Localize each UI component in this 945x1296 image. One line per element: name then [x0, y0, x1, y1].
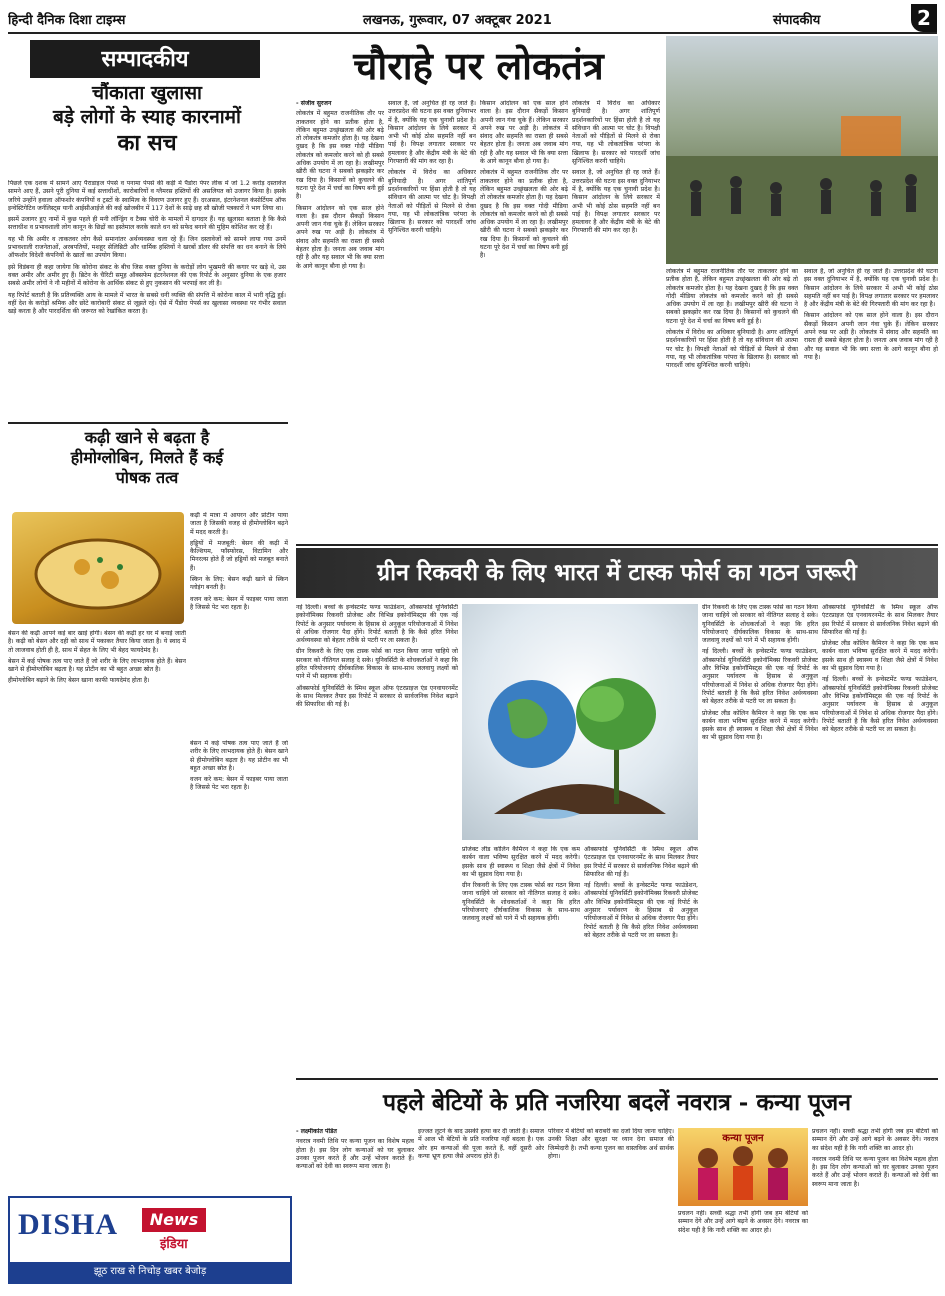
lead-paragraph: सवाल है, जो अनुचित ही रह जाते हैं। उत्तरप्रदेश की घटना इस वक्त दुनियाभर में है, क्योंकि यह एक चुनावी प्रदेश है। किसान आंदोलन के लिये सरकार में अभी भी कोई ठोस सहमति नहीं बन पाई है। विपक्ष लगातार सरकार पर हमलावर है और केंद्रीय मंत्री के बेटे की गिरफ्तारी की मांग कर रहा है। [388, 100, 476, 166]
navratri-paragraph: नवरात्र नवमी तिथि पर कन्या पूजन का विशेष महत्व होता है। इस दिन लोग कन्याओं को घर बुलाकर उनका पूजन करते हैं और उन्हें भोजन कराते हैं। कन्याओं को देवी का स्वरूप माना जाता है। [812, 1155, 938, 1188]
navratri-paragraph: इज्जत लूटने के बाद उसकी हत्या कर दी जाती है। समाज में आज भी बेटियों के प्रति नजरिया नहीं बदला है। एक ओर हम कन्याओं की पूजा करते हैं, वहीं दूसरी ओर कन्या भ्रूण हत्या जैसे अपराध होते हैं। [418, 1128, 544, 1160]
task-force-paragraph: प्रोजेक्ट लीड कोलिन कैमिरन ने कहा कि एक कम कार्बन वाला भविष्य सुरक्षित करने में मदद करेगी। इसके साथ ही स्वास्थ्य व शिक्षा जैसे क्षेत्रों में निवेश का भी सुझाव दिया गया है। [702, 709, 818, 742]
health-paragraph: बेसन की कढ़ी आपने कई बार खाई होगी। बेसन की कढ़ी हर घर में बनाई जाती है। कढ़ी को बेसन और दही को साथ में पकाकर तैयार किया जाता है। ये स्वाद में तो लाजवाब होती ही है, साथ में सेहत के लिए भी बेहद फायदेमंद है। [8, 630, 186, 654]
lead-column-4 [572, 100, 660, 540]
task-force-column-4 [702, 604, 818, 1074]
ad-brand-name: DISHA [18, 1208, 119, 1241]
task-force-column-1 [296, 604, 458, 1074]
kadhi-photo [12, 512, 184, 624]
kadhi-bowl-illustration [12, 512, 184, 624]
task-force-paragraph: नई दिल्ली। बच्चों के इन्वेस्टमेंट फण्ड फाउंडेशन, ऑक्सफोर्ड यूनिवर्सिटी इकोनॉमिक्स रिकवरी प्रोजेक्ट और विभिन्न इकोनॉमिस्ट्स की एक नई रिपोर्ट के अनुसार पर्यावरण के हिसाब से अनुकूल परियोजनाओं में निवेश से अधिक रोजगार पैदा होंगे। रिपोर्ट बताती है कि कैसे हरित निवेश अर्थव्यवस्था को बेहतर तरीके से पटरी पर ला सकता है। [822, 676, 938, 734]
navratri-column-2 [418, 1128, 544, 1288]
editorial-paragraph: इसे विडंबना ही कहा जायेगा कि कोरोना संकट के बीच जिस वक्त दुनिया के करोड़ों लोग भुखमरी की कगार पर खड़े थे, उस वक्त अमीर और अमीर हुए हैं। ब्रिटेन के चैरिटी समूह ऑक्सफेम इंटरनेशनल की एक रिपोर्ट के अनुसार दुनिया के एक हजार सबसे अमीर लोगों ने नौ महीनों में कोरोना के आर्थिक संकट से हुए नुकसान की भरपाई कर ली है। [8, 263, 286, 288]
lead-byline: - संजीव सुरजन [296, 100, 332, 107]
health-paragraph: वजन करे कम: बेसन में फाइबर पाया जाता है जिससे पेट भरा रहता है। [190, 776, 288, 792]
editorial-headline-line-3: का सच [117, 129, 177, 156]
column-divider [8, 422, 288, 424]
editorial-headline-line-1: चौंकाता खुलासा [92, 82, 202, 104]
lead-column-3 [480, 100, 568, 540]
protest-photo [666, 36, 938, 264]
kanya-pujan-photo [678, 1128, 808, 1206]
crowd-illustration [666, 36, 938, 264]
navratri-paragraph: नवरात्र नवमी तिथि पर कन्या पूजन का विशेष महत्व होता है। इस दिन लोग कन्याओं को घर बुलाकर उनका पूजन करते हैं और उन्हें भोजन कराते हैं। कन्याओं को देवी का स्वरूप माना जाता है। [296, 1138, 414, 1171]
lead-paragraph: लोकतंत्र में बहुमत राजनीतिक तौर पर ताकतवर होने का प्रतीक होता है, लेकिन बहुमत उच्छृंखलता की ओर बढ़े तो लोकतंत्र कमजोर होता है। यह देखना दुखद है कि इस वक्त गोदी मीडिया लोकतंत्र को कमजोर करने को ही सबसे अधिक उपयोग में ला रहा है। लखीमपुर खीरी की घटना ने सबको झकझोर कर रख दिया है। किसानों को कुचलने की घटना पूरे देश में चर्चा का विषय बनी हुई है। [666, 268, 798, 325]
health-paragraph: कढ़ी में मात्रा में आयरन और प्रोटीन पाया जाता है जिसकी वजह से हीमोग्लोबिन बढ़ने में मदद करती है। [190, 512, 288, 536]
task-force-paragraph: नई दिल्ली। बच्चों के इन्वेस्टमेंट फण्ड फाउंडेशन, ऑक्सफोर्ड यूनिवर्सिटी इकोनॉमिक्स रिकवरी प्रोजेक्ट और विभिन्न इकोनॉमिस्ट्स की एक नई रिपोर्ट के अनुसार पर्यावरण के हिसाब से अनुकूल परियोजनाओं में निवेश से अधिक रोजगार पैदा होंगे। रिपोर्ट बताती है कि कैसे हरित निवेश अर्थव्यवस्था को बेहतर तरीके से पटरी पर ला सकता है। [584, 882, 698, 939]
task-force-paragraph: ग्रीन रिकवरी के लिए एक टास्क फोर्स का गठन किया जाना चाहिये जो सरकार को नीतिगत सलाह दे सके। यूनिवर्सिटी के शोधकर्ताओं ने कहा कि हरित परियोजनाएं दीर्घकालिक विकास के साथ-साथ जलवायु लक्ष्यों को पाने में भी सहायक होंगी। [702, 604, 818, 645]
lead-paragraph: सवाल है, जो अनुचित ही रह जाते हैं। उत्तरप्रदेश की घटना इस वक्त दुनियाभर में है, क्योंकि यह एक चुनावी प्रदेश है। किसान आंदोलन के लिये सरकार में अभी भी कोई ठोस सहमति नहीं बन पाई है। विपक्ष लगातार सरकार पर हमलावर है और केंद्रीय मंत्री के बेटे की गिरफ्तारी की मांग कर रहा है। [804, 268, 938, 309]
page-number: 2 [911, 4, 937, 32]
editorial-paragraph: इसमें उजागर हुए नामों में कुछ पहले ही मनी लॉन्ड्रिंग व टैक्स चोरी के मामलों में दागदार हैं। यह खुलासा बताता है कि कैसे सत्ताधीश व प्रभावशाली लोग कानून के छिद्रों का इस्तेमाल करके काले धन को सफेद बनाने की मुहिम कोशिश कर रहे हैं। [8, 216, 286, 232]
task-force-paragraph: नई दिल्ली। बच्चों के इन्वेस्टमेंट फण्ड फाउंडेशन, ऑक्सफोर्ड यूनिवर्सिटी इकोनॉमिक्स रिकवरी प्रोजेक्ट और विभिन्न इकोनॉमिस्ट्स की एक नई रिपोर्ट के अनुसार पर्यावरण के हिसाब से अनुकूल परियोजनाओं में निवेश से अधिक रोजगार पैदा होंगे। रिपोर्ट बताती है कि कैसे हरित निवेश अर्थव्यवस्था को बेहतर तरीके से पटरी पर ला सकता है। [296, 604, 458, 645]
dateline: लखनऊ, गुरूवार, 07 अक्टूबर 2021 [363, 13, 552, 28]
health-body-continued [190, 740, 288, 1190]
health-headline-line-2: हीमोग्लोबिन, मिलते हैं कई [70, 448, 224, 467]
disha-news-ad [8, 1196, 292, 1284]
lead-paragraph: सवाल है, जो अनुचित ही रह जाते हैं। उत्तरप्रदेश की घटना इस वक्त दुनियाभर में है, क्योंकि यह एक चुनावी प्रदेश है। किसान आंदोलन के लिये सरकार में अभी भी कोई ठोस सहमति नहीं बन पाई है। विपक्ष लगातार सरकार पर हमलावर है और केंद्रीय मंत्री के बेटे की गिरफ्तारी की मांग कर रहा है। [572, 169, 660, 235]
lead-column-6 [804, 268, 938, 540]
task-force-column-2 [462, 846, 580, 1074]
lead-column-2 [388, 100, 476, 540]
health-headline-line-3: पोषक तत्व [115, 468, 179, 487]
ad-tagline: झूठ राख से निचोड़ खबर बेजोड़ [10, 1262, 290, 1282]
lead-paragraph: लोकतंत्र में विरोध का अधिकार बुनियादी है। अगर शांतिपूर्ण प्रदर्शनकारियों पर हिंसा होती है तो यह संविधान की आत्मा पर चोट है। विपक्षी नेताओं को पीड़ितों से मिलने से रोका गया, यह भी लोकतांत्रिक परंपरा के खिलाफ है। सरकार को पारदर्शी जांच सुनिश्चित करनी चाहिये। [572, 100, 660, 166]
lead-paragraph: किसान आंदोलन को एक साल होने वाला है। इस दौरान सैकड़ों किसान अपनी जान गंवा चुके हैं। लेकिन सरकार अपने रुख पर अड़ी है। लोकतंत्र में संवाद और सहमति का रास्ता ही सबसे बेहतर होता है। जनता अब जवाब मांग रही है और यह सवाल भी कि क्या सत्ता के आगे कानून बौना हो गया है। [296, 204, 384, 270]
green-recovery-photo [462, 604, 698, 840]
health-paragraph: हड्डियों में मजबूती: बेसन की कढ़ी में कैल्शियम, फॉस्फोरस, विटामिन और मिनरल्स होते हैं जो हड्डियों को मजबूत बनाते हैं। [190, 539, 288, 572]
navratri-column-1 [296, 1128, 414, 1288]
health-body-left [8, 630, 186, 1190]
image-caption: कन्या पूजन [722, 1133, 764, 1144]
editorial-banner: सम्पादकीय [30, 40, 260, 78]
lead-column-5 [666, 268, 798, 540]
section-label: संपादकीय [773, 13, 821, 28]
task-force-paragraph: ग्रीन रिकवरी के लिए एक टास्क फोर्स का गठन किया जाना चाहिये जो सरकार को नीतिगत सलाह दे सके। यूनिवर्सिटी के शोधकर्ताओं ने कहा कि हरित परियोजनाएं दीर्घकालिक विकास के साथ-साथ जलवायु लक्ष्यों को पाने में भी सहायक होंगी। [462, 882, 580, 923]
navratri-column-4 [678, 1210, 808, 1288]
paper-name: हिन्दी दैनिक दिशा टाइम्स [8, 13, 126, 28]
task-force-paragraph: प्रोजेक्ट लीड कोलिन कैमिरन ने कहा कि एक कम कार्बन वाला भविष्य सुरक्षित करने में मदद करेगी। इसके साथ ही स्वास्थ्य व शिक्षा जैसे क्षेत्रों में निवेश का भी सुझाव दिया गया है। [462, 846, 580, 878]
globe-and-plant-illustration [462, 604, 698, 840]
navratri-paragraph: प्रचलन नहीं। सच्ची श्रद्धा तभी होगी जब हम बेटियों को सम्मान देंगे और उन्हें आगे बढ़ने के अवसर देंगे। नवरात्र का संदेश यही है कि नारी शक्ति का आदर हो। [812, 1128, 938, 1152]
task-force-paragraph: ऑक्सफोर्ड यूनिवर्सिटी के स्मिथ स्कूल ऑफ एंटरप्राइज एंड एनवायरनमेंट के साथ मिलकर तैयार इस रिपोर्ट में सरकार से सार्वजनिक निवेश बढ़ाने की सिफारिश की गई है। [584, 846, 698, 878]
lead-paragraph: किसान आंदोलन को एक साल होने वाला है। इस दौरान सैकड़ों किसान अपनी जान गंवा चुके हैं। लेकिन सरकार अपने रुख पर अड़ी है। लोकतंत्र में संवाद और सहमति का रास्ता ही सबसे बेहतर होता है। जनता अब जवाब मांग रही है और यह सवाल भी कि क्या सत्ता के आगे कानून बौना हो गया है। [804, 312, 938, 361]
lead-column-1 [296, 100, 384, 540]
navratri-paragraph: परिवार में बेटियों को बराबरी का दर्जा दिया जाना चाहिए। उनकी शिक्षा और सुरक्षा पर ध्यान देना समाज की जिम्मेदारी है। तभी कन्या पूजन का वास्तविक अर्थ सार्थक होगा। [548, 1128, 674, 1160]
task-force-column-3 [584, 846, 698, 1074]
navratri-byline: - लक्ष्मीकांत पंडित [296, 1128, 337, 1135]
lead-paragraph: लोकतंत्र में बहुमत राजनीतिक तौर पर ताकतवर होने का प्रतीक होता है, लेकिन बहुमत उच्छृंखलता की ओर बढ़े तो लोकतंत्र कमजोर होता है। यह देखना दुखद है कि इस वक्त गोदी मीडिया लोकतंत्र को कमजोर करने को ही सबसे अधिक उपयोग में ला रहा है। लखीमपुर खीरी की घटना ने सबको झकझोर कर रख दिया है। किसानों को कुचलने की घटना पूरे देश में चर्चा का विषय बनी हुई है। [296, 110, 384, 201]
health-paragraph: बेसन में कई पोषक तत्व पाए जाते हैं जो शरीर के लिए लाभदायक होते हैं। बेसन खाने से हीमोग्लोबिन बढ़ता है। यह प्रोटीन का भी बहुत अच्छा स्रोत है। [8, 657, 186, 674]
navratri-column-3 [548, 1128, 674, 1288]
navratri-paragraph: प्रचलन नहीं। सच्ची श्रद्धा तभी होगी जब हम बेटियों को सम्मान देंगे और उन्हें आगे बढ़ने के अवसर देंगे। नवरात्र का संदेश यही है कि नारी शक्ति का आदर हो। [678, 1210, 808, 1234]
editorial-headline-line-2: बड़े लोगों के स्याह कारनामों [53, 105, 241, 128]
editorial-paragraph: यह भी कि अमीर व ताकतवर लोग कैसे समानांतर अर्थव्यवस्था चला रहे हैं। जिन दस्तावेजों को सामने लाया गया उनमें प्रभावशाली राजनेताओं, अरबपतियों, मशहूर सेलिब्रिटी और धार्मिक हस्तियों ने खरबों डॉलर की संपत्ति का धन बनाने के लिये ऑफशोर विदेशी कंपनियों के खातों का उपयोग किया। [8, 235, 286, 260]
health-paragraph: हीमोग्लोबिन बढ़ाने के लिए बेसन खाना काफी फायदेमंद होता है। [8, 677, 150, 685]
task-force-paragraph: प्रोजेक्ट लीड कोलिन कैमिरन ने कहा कि एक कम कार्बन वाला भविष्य सुरक्षित करने में मदद करेगी। इसके साथ ही स्वास्थ्य व शिक्षा जैसे क्षेत्रों में निवेश का भी सुझाव दिया गया है। [822, 640, 938, 673]
lead-paragraph: लोकतंत्र में बहुमत राजनीतिक तौर पर ताकतवर होने का प्रतीक होता है, लेकिन बहुमत उच्छृंखलता की ओर बढ़े तो लोकतंत्र कमजोर होता है। यह देखना दुखद है कि इस वक्त गोदी मीडिया लोकतंत्र को कमजोर करने को ही सबसे अधिक उपयोग में ला रहा है। लखीमपुर खीरी की घटना ने सबको झकझोर कर रख दिया है। किसानों को कुचलने की घटना पूरे देश में चर्चा का विषय बनी हुई है। [480, 169, 568, 260]
ad-subtitle: इंडिया [160, 1237, 188, 1252]
task-force-paragraph: ग्रीन रिकवरी के लिए एक टास्क फोर्स का गठन किया जाना चाहिये जो सरकार को नीतिगत सलाह दे सके। यूनिवर्सिटी के शोधकर्ताओं ने कहा कि हरित परियोजनाएं दीर्घकालिक विकास के साथ-साथ जलवायु लक्ष्यों को पाने में भी सहायक होंगी। [296, 648, 458, 681]
task-force-paragraph: ऑक्सफोर्ड यूनिवर्सिटी के स्मिथ स्कूल ऑफ एंटरप्राइज एंड एनवायरनमेंट के साथ मिलकर तैयार इस रिपोर्ट में सरकार से सार्वजनिक निवेश बढ़ाने की सिफारिश की गई है। [296, 684, 458, 709]
task-force-paragraph: नई दिल्ली। बच्चों के इन्वेस्टमेंट फण्ड फाउंडेशन, ऑक्सफोर्ड यूनिवर्सिटी इकोनॉमिक्स रिकवरी प्रोजेक्ट और विभिन्न इकोनॉमिस्ट्स की एक नई रिपोर्ट के अनुसार पर्यावरण के हिसाब से अनुकूल परियोजनाओं में निवेश से अधिक रोजगार पैदा होंगे। रिपोर्ट बताती है कि कैसे हरित निवेश अर्थव्यवस्था को बेहतर तरीके से पटरी पर ला सकता है। [702, 648, 818, 706]
editorial-paragraph: पिछले एक दशक में सामने आए पैराडाइज पेपर्स व पनामा पेपर्स की कड़ी में पैंडोरा पेपर लीक में जो 1.2 करोड़ दस्तावेज सामने आए हैं, उसने पूरी दुनिया में कई सत्ताधीशों, कारोबारियों व ग्लैमरस हस्तियों की असलियत को उजागर किया है। इसके जरिये उन्होंने हवाला ऑफशोर कंपनियों व ट्रस्टों के स्वामित्व के विवरण उजागर हुए हैं। दरअसल, इंटरनेशनल कंसोर्टियम ऑफ इन्वेस्टिगेटिव जर्नलिस्ट्स यानी आईसीआईजे की कई खोजबीन में 117 देशों के साढ़े छह सौ खोजी पत्रकारों ने भाग लिया था। [8, 180, 286, 212]
health-headline-line-1: कढ़ी खाने से बढ़ता है [84, 428, 210, 447]
task-force-paragraph: ऑक्सफोर्ड यूनिवर्सिटी के स्मिथ स्कूल ऑफ एंटरप्राइज एंड एनवायरनमेंट के साथ मिलकर तैयार इस रिपोर्ट में सरकार से सार्वजनिक निवेश बढ़ाने की सिफारिश की गई है। [822, 604, 938, 636]
section-rule [296, 1078, 938, 1080]
lead-paragraph: लोकतंत्र में विरोध का अधिकार बुनियादी है। अगर शांतिपूर्ण प्रदर्शनकारियों पर हिंसा होती है तो यह संविधान की आत्मा पर चोट है। विपक्षी नेताओं को पीड़ितों से मिलने से रोका गया, यह भी लोकतांत्रिक परंपरा के खिलाफ है। सरकार को पारदर्शी जांच सुनिश्चित करनी चाहिये। [666, 329, 798, 370]
task-force-column-5 [822, 604, 938, 1074]
ad-news-badge: News [142, 1208, 206, 1232]
health-paragraph: स्किन के लिए: बेसन कढ़ी खाने से स्किन ग्लोइंग बनती है। [190, 576, 288, 592]
section-rule [296, 544, 938, 546]
health-body-right [190, 512, 288, 732]
health-paragraph: वजन करे कम: बेसन में फाइबर पाया जाता है जिससे पेट भरा रहता है। [190, 595, 288, 611]
lead-paragraph: लोकतंत्र में विरोध का अधिकार बुनियादी है। अगर शांतिपूर्ण प्रदर्शनकारियों पर हिंसा होती है तो यह संविधान की आत्मा पर चोट है। विपक्षी नेताओं को पीड़ितों से मिलने से रोका गया, यह भी लोकतांत्रिक परंपरा के खिलाफ है। सरकार को पारदर्शी जांच सुनिश्चित करनी चाहिये। [388, 169, 476, 235]
navratri-headline: पहले बेटियों के प्रति नजरिया बदलें नवरात्र - कन्या पूजन [383, 1089, 851, 1116]
health-paragraph: बेसन में कई पोषक तत्व पाए जाते हैं जो शरीर के लिए लाभदायक होते हैं। बेसन खाने से हीमोग्लोबिन बढ़ता है। यह प्रोटीन का भी बहुत अच्छा स्रोत है। [190, 740, 288, 772]
health-headline [8, 428, 286, 488]
masthead [8, 4, 937, 34]
navratri-column-5 [812, 1128, 938, 1288]
editorial-paragraph: यह रिपोर्ट बताती है कि प्रतिव्यक्ति आय के मामले में भारत के सबसे धनी व्यक्ति की संपत्ति में कोरोना काल में भारी वृद्धि हुई। वहीं देश के करोड़ों श्रमिक और छोटे कारोबारी संकट से जूझते रहे। ऐसे में पैंडोरा पेपर्स का खुलासा व्यवस्था पर गंभीर सवाल खड़े करता है और पारदर्शिता की जरूरत को रेखांकित करता है। [8, 291, 286, 316]
lead-headline: चौराहे पर लोकतंत्र [353, 43, 604, 88]
editorial-headline [8, 82, 286, 157]
task-force-headline: ग्रीन रिकवरी के लिए भारत में टास्क फोर्स का गठन जरूरी [296, 548, 938, 598]
lead-paragraph: किसान आंदोलन को एक साल होने वाला है। इस दौरान सैकड़ों किसान अपनी जान गंवा चुके हैं। लेकिन सरकार अपने रुख पर अड़ी है। लोकतंत्र में संवाद और सहमति का रास्ता ही सबसे बेहतर होता है। जनता अब जवाब मांग रही है और यह सवाल भी कि क्या सत्ता के आगे कानून बौना हो गया है। [480, 100, 568, 166]
editorial-body [8, 180, 286, 420]
